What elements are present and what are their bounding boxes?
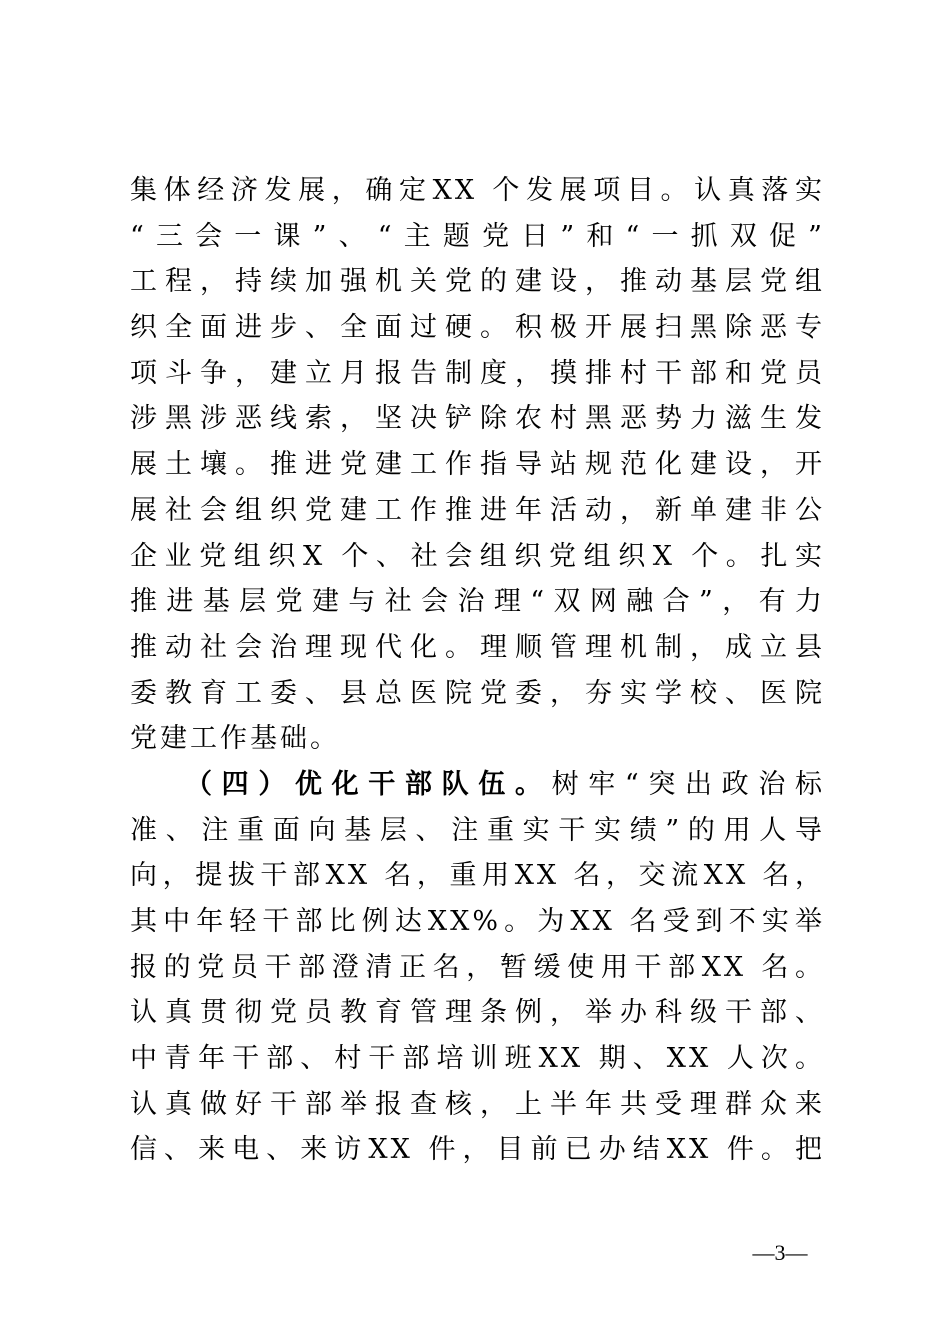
- section-heading: （四）优化干部队伍。: [185, 768, 552, 800]
- text-line: 认真做好干部举报查核，上半年共受理群众来: [130, 1088, 825, 1120]
- text-line: 其中年轻干部比例达XX%。为XX 名受到不实举: [130, 906, 825, 937]
- text-line: 工程，持续加强机关党的建设，推动基层党组: [130, 266, 825, 298]
- text-line: 认真贯彻党员教育管理条例，举办科级干部、: [130, 997, 825, 1029]
- text-line: 涉黑涉恶线索，坚决铲除农村黑恶势力滋生发: [130, 403, 825, 435]
- text-line: “三会一课”、“主题党日”和“一抓双促”: [130, 220, 825, 252]
- text-line: 展土壤。推进党建工作指导站规范化建设，开: [130, 449, 825, 481]
- text-line: 企业党组织X 个、社会组织党组织X 个。扎实: [130, 540, 825, 572]
- text-line: 织全面进步、全面过硬。积极开展扫黑除恶专: [130, 312, 825, 344]
- text-line: 展社会组织党建工作推进年活动，新单建非公: [130, 494, 825, 526]
- text-line-rest: 树牢“突出政治标: [551, 768, 826, 800]
- text-line: 向，提拔干部XX 名，重用XX 名，交流XX 名，: [130, 860, 825, 892]
- text-line: 集体经济发展，确定XX 个发展项目。认真落实: [130, 175, 825, 206]
- text-line: 委教育工委、县总医院党委，夯实学校、医院: [130, 677, 825, 709]
- text-line: 报的党员干部澄清正名，暂缓使用干部XX 名。: [130, 951, 825, 983]
- text-line: 推动社会治理现代化。理顺管理机制，成立县: [130, 631, 825, 663]
- page-number: —3—: [752, 1240, 808, 1265]
- text-line: 准、注重面向基层、注重实干实绩”的用人导: [130, 814, 825, 846]
- text-line: 党建工作基础。: [130, 723, 340, 755]
- text-line: 信、来电、来访XX 件，目前已办结XX 件。把: [130, 1134, 825, 1166]
- text-line: 推进基层党建与社会治理“双网融合”，有力: [130, 586, 825, 618]
- text-line: 中青年干部、村干部培训班XX 期、XX 人次。: [130, 1043, 825, 1075]
- section-heading-line: [130, 762, 825, 808]
- body-text: [130, 168, 825, 1173]
- text-line: 项斗争，建立月报告制度，摸排村干部和党员: [130, 357, 825, 389]
